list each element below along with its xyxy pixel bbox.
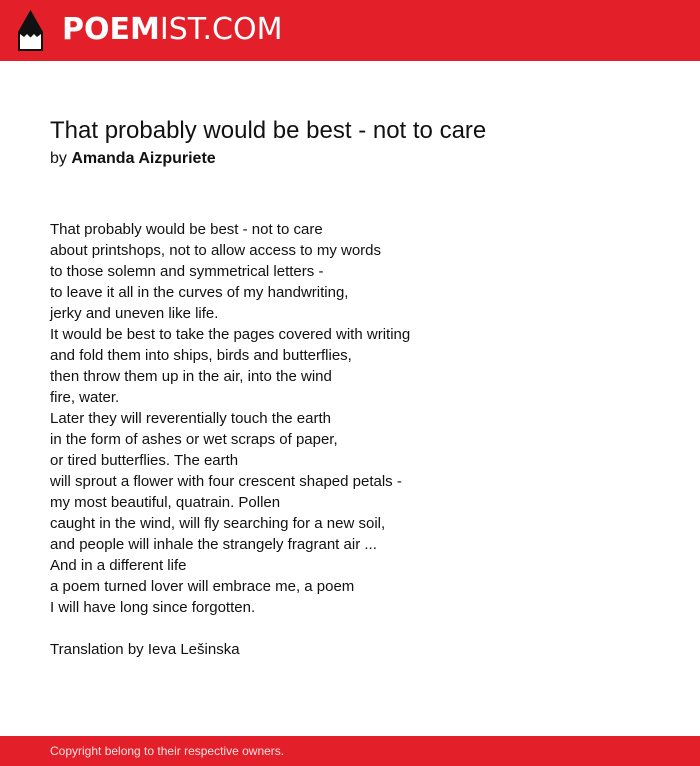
poem-line: then throw them up in the air, into the wind [50,368,332,385]
by-label: by [50,150,72,167]
poem-line: Later they will reverentially touch the earth [50,410,331,427]
poem-line: and fold them into ships, birds and butterflies, [50,347,352,364]
site-logo[interactable] [62,12,282,48]
pencil-icon[interactable] [18,10,43,51]
poem-line: and people will inhale the strangely fragrant air ... [50,536,377,553]
poem-line: It would be best to take the pages covered with writing [50,326,411,343]
poem-line: to leave it all in the curves of my handwriting, [50,284,349,301]
poem-line: a poem turned lover will embrace me, a poem [50,578,355,595]
author-name[interactable]: Amanda Aizpuriete [71,150,216,167]
brand-bold: POEM [62,12,160,47]
site-footer [0,736,700,766]
poem-line: my most beautiful, quatrain. Pollen [50,494,281,511]
poem-line: I will have long since forgotten. [50,599,256,616]
copyright-notice: Copyright belong to their respective owners. [50,744,285,758]
poem-title: That probably would be best - not to care [50,117,487,144]
translation-credit: Translation by Ieva Lešinska [50,641,240,658]
poem-line: about printshops, not to allow access to my words [50,242,381,259]
poem-line: will sprout a flower with four crescent shaped petals - [50,473,402,490]
poem-line: caught in the wind, will fly searching for a new soil, [50,515,386,532]
poem-line: or tired butterflies. The earth [50,452,239,469]
poem-byline [50,149,216,169]
brand-light: IST.COM [159,12,283,47]
poem-line: fire, water. [50,389,120,406]
poem-line: And in a different life [50,557,187,574]
poem-line: in the form of ashes or wet scraps of paper, [50,431,338,448]
poem-line: jerky and uneven like life. [50,305,219,322]
poem-line: to those solemn and symmetrical letters - [50,263,324,280]
poem-body [50,219,650,618]
site-header [0,0,700,61]
poem-line: That probably would be best - not to care [50,221,323,238]
